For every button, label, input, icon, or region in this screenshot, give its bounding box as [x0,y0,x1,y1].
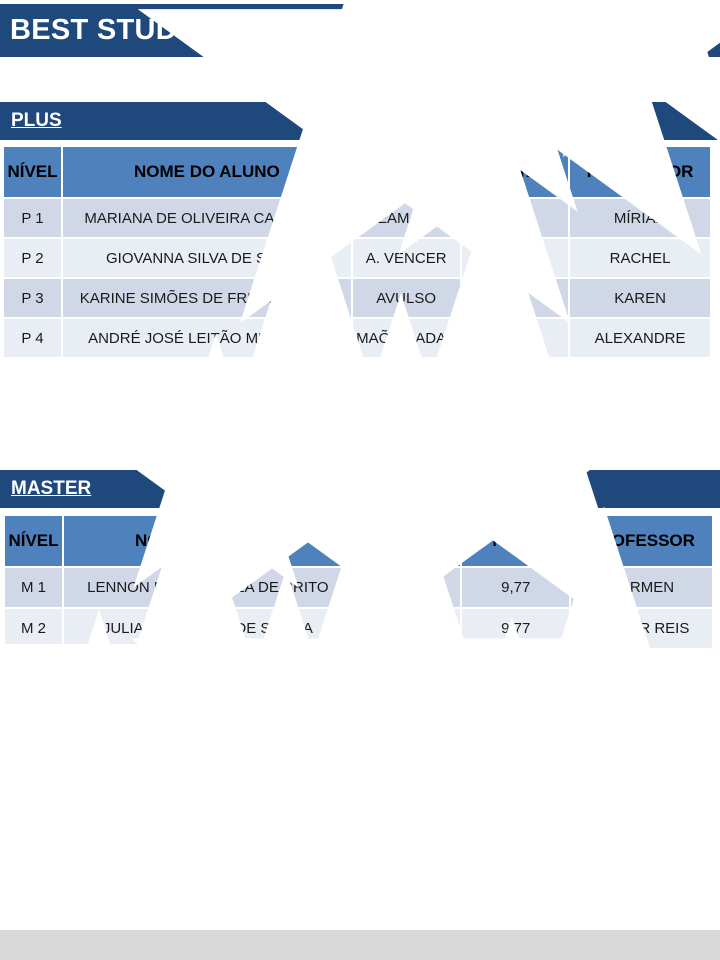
col-header-ong: ONG [354,516,461,566]
table-row [5,568,712,607]
plus-section-label: PLUS [11,110,62,131]
col-header-nome: NOME DO ALUNO [64,516,352,566]
plus-table [2,145,712,359]
star-icon [334,674,418,754]
star-icon [451,398,535,478]
star-icon [562,720,646,800]
cell-nome: GIOVANNA SILVA DE SOUZA [63,239,351,277]
cell-ong: NEAM-PUC [353,199,460,237]
cell-nome: KARINE SIMÕES DE FREITAS SILVA [63,279,351,317]
star-icon [263,686,309,729]
cell-ong: IRS [354,568,461,607]
table-row [4,239,710,277]
star-icon [266,400,350,480]
cell-nota: 9,77 [462,609,569,648]
col-header-nome: NOME DO ALUNO [63,147,351,197]
plus-header-row [4,147,710,197]
cell-nivel: P 1 [4,199,61,237]
cell-professor: RACHEL [570,239,710,277]
master-section-bar [0,470,720,508]
col-header-professor: PROFESSOR [571,516,712,566]
cell-nota: 9,77 [462,568,569,607]
col-header-professor: PROFESSOR [570,147,710,197]
cell-nome: ANDRÉ JOSÉ LEITÃO MEDEIROS [63,319,351,357]
star-icon [152,678,232,754]
cell-ong: MAÕS DADAS [353,319,460,357]
star-icon [305,771,351,814]
cell-professor: ALEXANDRE [570,319,710,357]
col-header-nota: NOTA [462,516,569,566]
cell-nivel: M 2 [5,609,62,648]
master-section-label: MASTER [11,478,92,499]
cell-nivel: P 3 [4,279,61,317]
cell-nota: 9,91 [462,239,569,277]
table-row [5,609,712,648]
cell-ong: ORT [354,609,461,648]
cell-nivel: P 2 [4,239,61,277]
col-header-nivel: NÍVEL [5,516,62,566]
star-icon [378,410,424,453]
footer-bar [0,930,720,960]
plus-section-bar [0,102,720,140]
col-header-nivel: NÍVEL [4,147,61,197]
cell-professor: CARMEN [571,568,712,607]
cell-nome: MARIANA DE OLIVEIRA CARDOSO [63,199,351,237]
cell-nota: 9,72 [462,199,569,237]
master-header-row [5,516,712,566]
master-table [3,514,714,650]
star-icon [489,733,535,776]
cell-ong: A. VENCER [353,239,460,277]
star-icon [76,726,122,769]
star-icon [379,721,463,801]
cell-nivel: M 1 [5,568,62,607]
cell-nivel: P 4 [4,319,61,357]
cell-professor: KAREN [570,279,710,317]
table-row [4,319,710,357]
table-row [4,199,710,237]
cell-professor: VICTOR REIS [571,609,712,648]
cell-nota: 9,83 [462,319,569,357]
cell-ong: AVULSO [353,279,460,317]
table-row [4,279,710,317]
cell-nota: 9,36 [462,279,569,317]
page-title: BEST STUDENT 2019.1 [10,14,352,46]
cell-nome: LENNON LUIZ CORREA DE BRITO [64,568,352,607]
cell-nome: JULIANA BARROS DE SOUSA [64,609,352,648]
title-bar [0,4,720,57]
col-header-ong: ONG [353,147,460,197]
cell-professor: MÍRIAN [570,199,710,237]
col-header-nota: NOTA [462,147,569,197]
